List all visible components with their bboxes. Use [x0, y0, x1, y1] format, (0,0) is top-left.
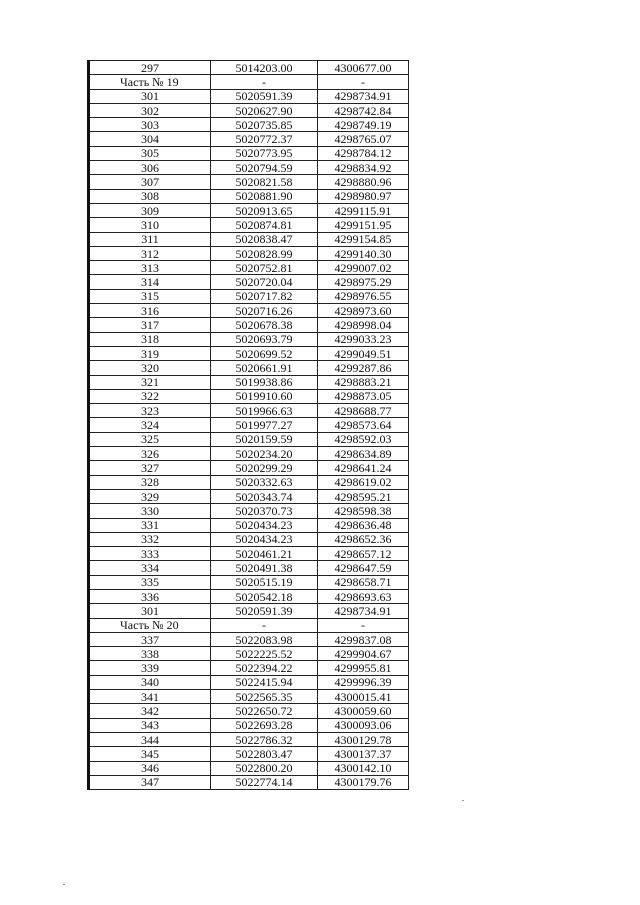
y-coordinate-cell: 4300093.06: [318, 718, 409, 732]
table-row: [89, 718, 409, 732]
table-row: [89, 275, 409, 289]
x-coordinate-cell: 5020699.52: [211, 346, 318, 360]
point-number-cell: 335: [89, 575, 211, 589]
table-row: [89, 690, 409, 704]
point-number-cell: 319: [89, 346, 211, 360]
point-number-cell: 325: [89, 432, 211, 446]
y-coordinate-cell: 4299287.86: [318, 361, 409, 375]
scan-speck: [462, 800, 464, 801]
x-coordinate-cell: 5020591.39: [211, 89, 318, 103]
x-coordinate-cell: 5020720.04: [211, 275, 318, 289]
point-number-cell: 316: [89, 304, 211, 318]
x-coordinate-cell: 5022394.22: [211, 661, 318, 675]
y-coordinate-cell: 4298592.03: [318, 432, 409, 446]
x-coordinate-cell: 5020515.19: [211, 575, 318, 589]
table-row: [89, 375, 409, 389]
x-coordinate-cell: 5020794.59: [211, 161, 318, 175]
table-row: [89, 747, 409, 761]
y-coordinate-cell: 4300137.37: [318, 747, 409, 761]
y-coordinate-cell: 4299955.81: [318, 661, 409, 675]
point-number-cell: 297: [89, 61, 211, 75]
point-number-cell: 321: [89, 375, 211, 389]
point-number-cell: 324: [89, 418, 211, 432]
table-row: [89, 332, 409, 346]
y-coordinate-cell: 4298749.19: [318, 118, 409, 132]
y-coordinate-cell: 4300142.10: [318, 761, 409, 775]
y-coordinate-cell: 4298657.12: [318, 547, 409, 561]
x-coordinate-cell: 5020591.39: [211, 604, 318, 618]
y-coordinate-cell: 4300677.00: [318, 61, 409, 75]
table-row: [89, 318, 409, 332]
x-coordinate-cell: 5020343.74: [211, 489, 318, 503]
table-row: [89, 532, 409, 546]
y-coordinate-cell: 4298636.48: [318, 518, 409, 532]
scan-speck: [63, 884, 65, 885]
x-coordinate-cell: 5022083.98: [211, 632, 318, 646]
x-coordinate-cell: 5020434.23: [211, 518, 318, 532]
table-row: [89, 547, 409, 561]
table-row: [89, 732, 409, 746]
y-coordinate-cell: 4299007.02: [318, 261, 409, 275]
y-coordinate-cell: 4298998.04: [318, 318, 409, 332]
table-row: [89, 447, 409, 461]
x-coordinate-cell: 5020299.29: [211, 461, 318, 475]
y-coordinate-cell: 4298652.36: [318, 532, 409, 546]
y-coordinate-cell: 4298573.64: [318, 418, 409, 432]
x-coordinate-cell: 5020752.81: [211, 261, 318, 275]
y-coordinate-cell: 4298641.24: [318, 461, 409, 475]
x-coordinate-cell: 5020773.95: [211, 146, 318, 160]
table-row: [89, 346, 409, 360]
point-number-cell: 329: [89, 489, 211, 503]
table-row: [89, 61, 409, 75]
x-coordinate-cell: 5019938.86: [211, 375, 318, 389]
x-coordinate-cell: 5020332.63: [211, 475, 318, 489]
x-coordinate-cell: 5020735.85: [211, 118, 318, 132]
table-row: [89, 561, 409, 575]
point-number-cell: 303: [89, 118, 211, 132]
table-row: [89, 489, 409, 503]
x-coordinate-cell: 5014203.00: [211, 61, 318, 75]
point-number-cell: 305: [89, 146, 211, 160]
x-coordinate-cell: 5020159.59: [211, 432, 318, 446]
table-row: [89, 504, 409, 518]
x-coordinate-cell: 5022565.35: [211, 690, 318, 704]
y-coordinate-cell: 4298975.29: [318, 275, 409, 289]
point-number-cell: 331: [89, 518, 211, 532]
table-row: [89, 589, 409, 603]
point-number-cell: 339: [89, 661, 211, 675]
x-coordinate-cell: 5022803.47: [211, 747, 318, 761]
y-coordinate-cell: 4298980.97: [318, 189, 409, 203]
table-row: [89, 232, 409, 246]
table-row: [89, 761, 409, 775]
point-number-cell: 302: [89, 103, 211, 117]
y-coordinate-cell: -: [318, 618, 409, 632]
x-coordinate-cell: 5020838.47: [211, 232, 318, 246]
y-coordinate-cell: 4298976.55: [318, 289, 409, 303]
point-number-cell: 317: [89, 318, 211, 332]
point-number-cell: 309: [89, 203, 211, 217]
y-coordinate-cell: 4298880.96: [318, 175, 409, 189]
table-row: [89, 704, 409, 718]
y-coordinate-cell: 4300179.76: [318, 775, 409, 789]
point-number-cell: 336: [89, 589, 211, 603]
y-coordinate-cell: 4298595.21: [318, 489, 409, 503]
x-coordinate-cell: 5020717.82: [211, 289, 318, 303]
coordinates-table: [87, 60, 409, 790]
x-coordinate-cell: 5020434.23: [211, 532, 318, 546]
table-row: [89, 189, 409, 203]
point-number-cell: 308: [89, 189, 211, 203]
x-coordinate-cell: -: [211, 75, 318, 89]
y-coordinate-cell: 4298834.92: [318, 161, 409, 175]
x-coordinate-cell: 5020881.90: [211, 189, 318, 203]
x-coordinate-cell: 5020234.20: [211, 447, 318, 461]
y-coordinate-cell: 4298734.91: [318, 89, 409, 103]
y-coordinate-cell: 4298765.07: [318, 132, 409, 146]
table-row: [89, 161, 409, 175]
point-number-cell: 323: [89, 404, 211, 418]
y-coordinate-cell: 4299996.39: [318, 675, 409, 689]
y-coordinate-cell: 4298658.71: [318, 575, 409, 589]
y-coordinate-cell: 4299151.95: [318, 218, 409, 232]
y-coordinate-cell: 4299033.23: [318, 332, 409, 346]
point-number-cell: 306: [89, 161, 211, 175]
point-number-cell: 312: [89, 246, 211, 260]
table-row: [89, 132, 409, 146]
y-coordinate-cell: 4299904.67: [318, 647, 409, 661]
table-row: [89, 632, 409, 646]
table-row: [89, 261, 409, 275]
point-number-cell: 311: [89, 232, 211, 246]
x-coordinate-cell: 5020772.37: [211, 132, 318, 146]
y-coordinate-cell: 4298973.60: [318, 304, 409, 318]
x-coordinate-cell: 5020370.73: [211, 504, 318, 518]
x-coordinate-cell: -: [211, 618, 318, 632]
point-number-cell: 318: [89, 332, 211, 346]
table-row: [89, 361, 409, 375]
y-coordinate-cell: 4298688.77: [318, 404, 409, 418]
x-coordinate-cell: 5020716.26: [211, 304, 318, 318]
x-coordinate-cell: 5020491.38: [211, 561, 318, 575]
x-coordinate-cell: 5020627.90: [211, 103, 318, 117]
x-coordinate-cell: 5019966.63: [211, 404, 318, 418]
table-row: [89, 432, 409, 446]
point-number-cell: 322: [89, 389, 211, 403]
x-coordinate-cell: 5022800.20: [211, 761, 318, 775]
table-row: [89, 118, 409, 132]
x-coordinate-cell: 5022650.72: [211, 704, 318, 718]
table-row: [89, 304, 409, 318]
table-row: [89, 647, 409, 661]
table-row: [89, 203, 409, 217]
table-row: [89, 604, 409, 618]
point-number-cell: 320: [89, 361, 211, 375]
y-coordinate-cell: 4299837.08: [318, 632, 409, 646]
y-coordinate-cell: 4298784.12: [318, 146, 409, 160]
y-coordinate-cell: 4298647.59: [318, 561, 409, 575]
x-coordinate-cell: 5022786.32: [211, 732, 318, 746]
table-row: [89, 289, 409, 303]
table-row: [89, 89, 409, 103]
part-label-cell: Часть № 20: [89, 618, 211, 632]
y-coordinate-cell: 4298883.21: [318, 375, 409, 389]
y-coordinate-cell: 4299115.91: [318, 203, 409, 217]
point-number-cell: 328: [89, 475, 211, 489]
table-row: [89, 389, 409, 403]
table-row: [89, 404, 409, 418]
x-coordinate-cell: 5020913.65: [211, 203, 318, 217]
x-coordinate-cell: 5020461.21: [211, 547, 318, 561]
table-row: [89, 175, 409, 189]
point-number-cell: 346: [89, 761, 211, 775]
table-row: [89, 775, 409, 789]
point-number-cell: 314: [89, 275, 211, 289]
table-row: [89, 418, 409, 432]
point-number-cell: 341: [89, 690, 211, 704]
point-number-cell: 343: [89, 718, 211, 732]
table-row: [89, 518, 409, 532]
y-coordinate-cell: 4299049.51: [318, 346, 409, 360]
point-number-cell: 340: [89, 675, 211, 689]
table-row: [89, 246, 409, 260]
point-number-cell: 342: [89, 704, 211, 718]
x-coordinate-cell: 5020828.99: [211, 246, 318, 260]
x-coordinate-cell: 5022225.52: [211, 647, 318, 661]
part-label-cell: Часть № 19: [89, 75, 211, 89]
point-number-cell: 332: [89, 532, 211, 546]
point-number-cell: 347: [89, 775, 211, 789]
coordinates-table-body: [89, 61, 409, 790]
point-number-cell: 307: [89, 175, 211, 189]
x-coordinate-cell: 5022415.94: [211, 675, 318, 689]
point-number-cell: 313: [89, 261, 211, 275]
point-number-cell: 301: [89, 89, 211, 103]
part-header-row: [89, 618, 409, 632]
y-coordinate-cell: 4299154.85: [318, 232, 409, 246]
y-coordinate-cell: -: [318, 75, 409, 89]
y-coordinate-cell: 4298634.89: [318, 447, 409, 461]
x-coordinate-cell: 5022774.14: [211, 775, 318, 789]
y-coordinate-cell: 4298734.91: [318, 604, 409, 618]
point-number-cell: 310: [89, 218, 211, 232]
point-number-cell: 344: [89, 732, 211, 746]
point-number-cell: 338: [89, 647, 211, 661]
y-coordinate-cell: 4300059.60: [318, 704, 409, 718]
table-row: [89, 661, 409, 675]
table-row: [89, 461, 409, 475]
x-coordinate-cell: 5020874.81: [211, 218, 318, 232]
y-coordinate-cell: 4298619.02: [318, 475, 409, 489]
point-number-cell: 333: [89, 547, 211, 561]
x-coordinate-cell: 5020821.58: [211, 175, 318, 189]
x-coordinate-cell: 5020542.18: [211, 589, 318, 603]
table-row: [89, 675, 409, 689]
point-number-cell: 330: [89, 504, 211, 518]
y-coordinate-cell: 4299140.30: [318, 246, 409, 260]
x-coordinate-cell: 5019910.60: [211, 389, 318, 403]
point-number-cell: 326: [89, 447, 211, 461]
table-row: [89, 103, 409, 117]
y-coordinate-cell: 4300129.78: [318, 732, 409, 746]
table-row: [89, 475, 409, 489]
point-number-cell: 301: [89, 604, 211, 618]
y-coordinate-cell: 4298598.38: [318, 504, 409, 518]
x-coordinate-cell: 5020693.79: [211, 332, 318, 346]
point-number-cell: 304: [89, 132, 211, 146]
table-row: [89, 146, 409, 160]
point-number-cell: 334: [89, 561, 211, 575]
x-coordinate-cell: 5020661.91: [211, 361, 318, 375]
table-row: [89, 575, 409, 589]
y-coordinate-cell: 4298693.63: [318, 589, 409, 603]
point-number-cell: 345: [89, 747, 211, 761]
point-number-cell: 337: [89, 632, 211, 646]
x-coordinate-cell: 5020678.38: [211, 318, 318, 332]
point-number-cell: 327: [89, 461, 211, 475]
x-coordinate-cell: 5019977.27: [211, 418, 318, 432]
point-number-cell: 315: [89, 289, 211, 303]
y-coordinate-cell: 4298742.84: [318, 103, 409, 117]
y-coordinate-cell: 4300015.41: [318, 690, 409, 704]
table-row: [89, 218, 409, 232]
y-coordinate-cell: 4298873.05: [318, 389, 409, 403]
x-coordinate-cell: 5022693.28: [211, 718, 318, 732]
part-header-row: [89, 75, 409, 89]
